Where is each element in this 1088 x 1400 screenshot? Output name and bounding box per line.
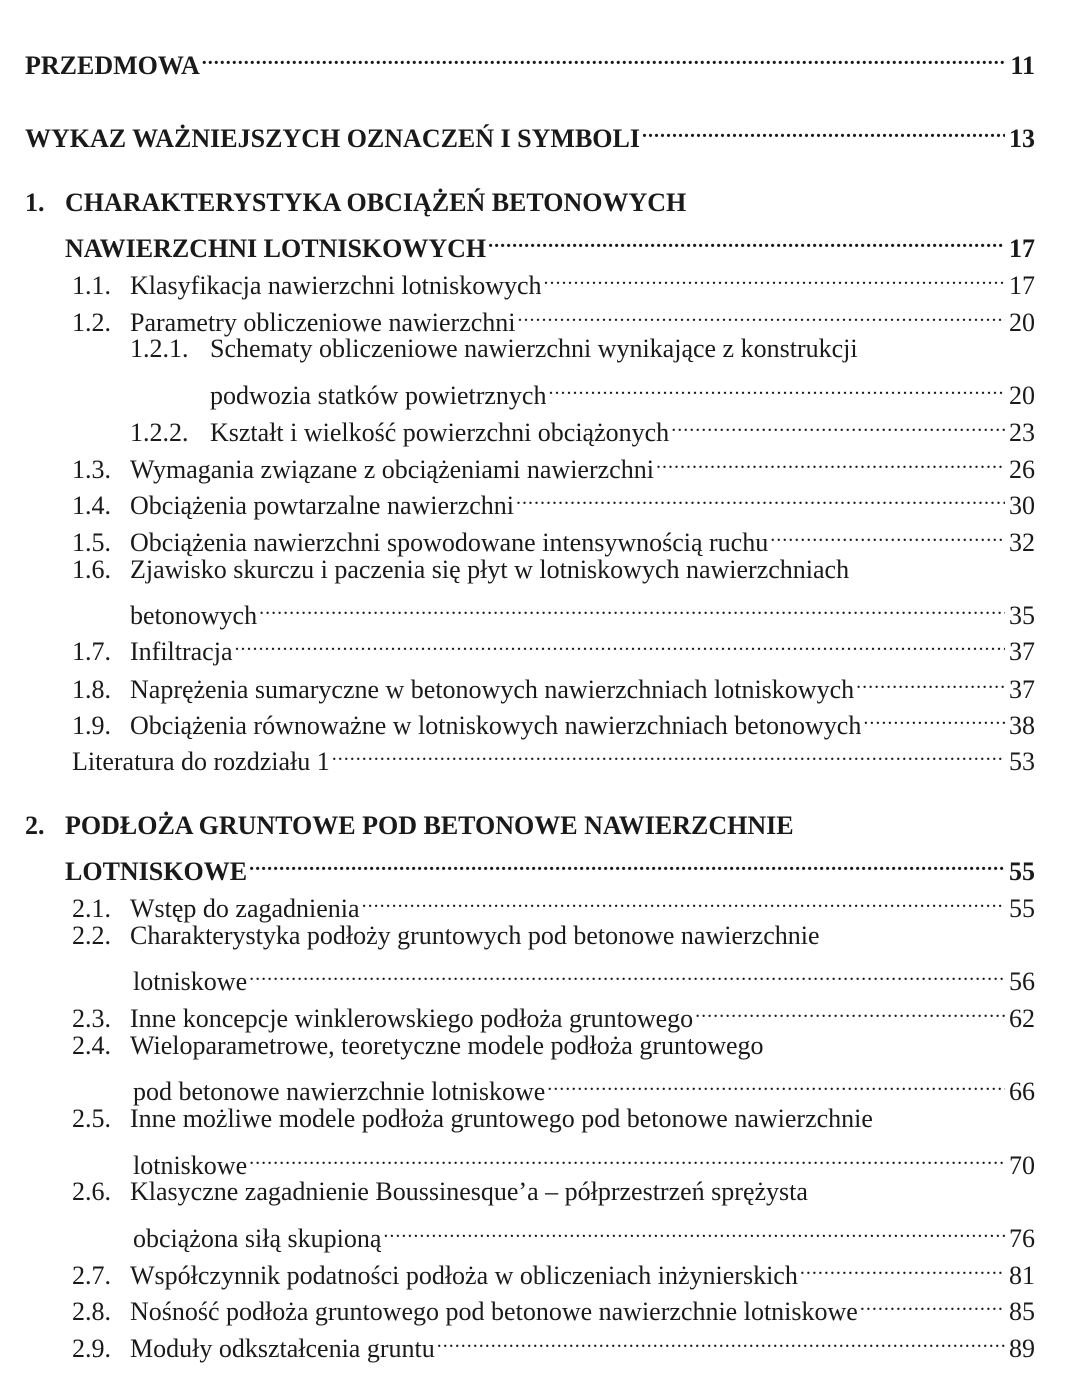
toc-page-number: 13 (1009, 124, 1035, 153)
section-number: 1.1. (72, 271, 111, 300)
dot-leader (642, 111, 1005, 147)
section-title: Wymagania związane z obciążeniami nawierzchni (130, 455, 654, 484)
section-title: Obciążenia powtarzalne nawierzchni (130, 491, 515, 520)
chapter-2-heading[interactable] (25, 808, 794, 844)
toc-section-2-2-line2[interactable] (133, 954, 1035, 996)
dot-leader (249, 954, 1005, 990)
toc-page-number: 20 (1009, 381, 1035, 410)
toc-page-number: 20 (1009, 308, 1035, 337)
chapter-title-line1: PODŁOŻA GRUNTOWE POD BETONOWE NAWIERZCHNIE (65, 811, 794, 840)
dot-leader (544, 258, 1005, 294)
chapter-2-heading-line2[interactable] (65, 844, 1035, 886)
toc-page-number: 70 (1009, 1151, 1035, 1180)
toc-section-1-8[interactable] (72, 662, 1035, 704)
toc-page-number: 17 (1009, 234, 1035, 263)
section-title-line2: pod betonowe nawierzchnie lotniskowe (133, 1077, 546, 1106)
section-number: 1.7. (72, 637, 111, 666)
dot-leader (863, 698, 1005, 734)
section-title: Infiltracja (130, 637, 233, 666)
toc-page-number: 53 (1009, 747, 1035, 776)
toc-page-number: 89 (1009, 1334, 1035, 1363)
dot-leader (860, 1284, 1005, 1320)
section-title: Naprężenia sumaryczne w betonowych nawierzchniach lotniskowych (130, 675, 855, 704)
toc-page-number: 38 (1009, 711, 1035, 740)
toc-section-2-4-line2[interactable] (133, 1064, 1035, 1106)
section-title-line2: lotniskowe (133, 967, 248, 996)
chapter-number: 1. (25, 188, 45, 217)
toc-page-number: 23 (1009, 418, 1035, 447)
toc-section-1-6-line2[interactable] (130, 588, 1035, 630)
section-title-line1: Klasyczne zagadnienie Boussinesque’a – półprzestrzeń sprężysta (130, 1177, 808, 1206)
toc-entry-title: WYKAZ WAŻNIEJSZYCH OZNACZEŃ I SYMBOLI (25, 124, 640, 153)
dot-leader (383, 1211, 1005, 1247)
toc-section-2-4[interactable] (72, 1028, 764, 1064)
chapter-1-heading-line2[interactable] (65, 221, 1035, 263)
dot-leader (362, 881, 1005, 917)
section-number: 1.4. (72, 491, 111, 520)
dot-leader (548, 368, 1005, 404)
section-title: Parametry obliczeniowe nawierzchni (130, 308, 516, 337)
section-title: Wstęp do zagadnienia (130, 894, 360, 923)
section-title: Obciążenia równoważne w lotniskowych nawierzchniach betonowych (130, 711, 862, 740)
dot-leader (518, 295, 1006, 331)
section-number: 2.3. (72, 1004, 111, 1033)
toc-page-number: 56 (1009, 967, 1035, 996)
section-title: Obciążenia nawierzchni spowodowane intensywnością ruchu (130, 528, 769, 557)
chapter-title-line1: CHARAKTERYSTYKA OBCIĄŻEŃ BETONOWYCH (65, 188, 687, 217)
dot-leader (249, 844, 1005, 880)
section-number: 1.2. (72, 308, 111, 337)
toc-entry-title: PRZEDMOWA (25, 51, 200, 80)
toc-section-2-5-line2[interactable] (133, 1138, 1035, 1180)
toc-page-number: 30 (1009, 491, 1035, 520)
chapter-title-line2: NAWIERZCHNI LOTNISKOWYCH (65, 234, 487, 263)
section-number: 2.9. (72, 1334, 111, 1363)
toc-entry-wykaz-oznaczen[interactable] (25, 111, 1035, 153)
toc-section-2-9[interactable] (72, 1321, 1035, 1363)
toc-page-number: 17 (1009, 271, 1035, 300)
section-title-line1: Zjawisko skurczu i paczenia się płyt w lotniskowych nawierzchniach (130, 555, 850, 584)
dot-leader (516, 478, 1005, 514)
toc-page-number: 85 (1009, 1297, 1035, 1326)
section-number: 2.7. (72, 1261, 111, 1290)
toc-section-2-6-line2[interactable] (133, 1211, 1035, 1253)
toc-page-number: 37 (1009, 637, 1035, 666)
toc-section-2-3[interactable] (72, 991, 1035, 1033)
section-number: 1.9. (72, 711, 111, 740)
toc-section-2-1[interactable] (72, 881, 1035, 923)
section-title-line2: obciążona siłą skupioną (133, 1224, 382, 1253)
toc-subsection-1-2-1-line2[interactable] (210, 368, 1035, 410)
dot-leader (671, 405, 1005, 441)
section-title-line1: Charakterystyka podłoży gruntowych pod betonowe nawierzchnie (130, 921, 820, 950)
toc-page-number: 55 (1009, 894, 1035, 923)
toc-section-1-6[interactable] (72, 552, 849, 588)
section-number: 1.5. (72, 528, 111, 557)
literature-title: Literatura do rozdziału 1 (72, 747, 330, 776)
dot-leader (202, 38, 1007, 74)
section-number: 2.8. (72, 1297, 111, 1326)
dot-leader (770, 515, 1005, 551)
dot-leader (800, 1248, 1005, 1284)
dot-leader (437, 1321, 1005, 1357)
toc-section-2-2[interactable] (72, 918, 820, 954)
toc-page-number: 55 (1009, 857, 1035, 886)
section-number: 1.2.1. (130, 334, 189, 363)
chapter-number: 2. (25, 811, 45, 840)
section-title: Klasyfikacja nawierzchni lotniskowych (130, 271, 542, 300)
toc-page-number: 37 (1009, 675, 1035, 704)
toc-section-1-5[interactable] (72, 515, 1035, 557)
toc-section-1-9[interactable] (72, 698, 1035, 740)
dot-leader (856, 662, 1005, 698)
section-title: Moduły odkształcenia gruntu (130, 1334, 435, 1363)
toc-subsection-1-2-2[interactable] (130, 405, 1035, 447)
toc-section-1-1[interactable] (72, 258, 1035, 300)
dot-leader (695, 991, 1005, 1027)
section-number: 1.8. (72, 675, 111, 704)
toc-page-number: 66 (1009, 1077, 1035, 1106)
section-number: 1.2.2. (130, 418, 189, 447)
toc-literature-chapter-1[interactable] (72, 734, 1035, 776)
section-title: Inne koncepcje winklerowskiego podłoża gruntowego (130, 1004, 694, 1033)
chapter-1-heading[interactable] (25, 185, 686, 221)
toc-page-number: 35 (1009, 601, 1035, 630)
dot-leader (488, 221, 1005, 257)
section-number: 2.2. (72, 921, 111, 950)
toc-section-1-2[interactable] (72, 295, 1035, 337)
section-title: Kształt i wielkość powierzchni obciążonych (210, 418, 670, 447)
toc-section-1-3[interactable] (72, 442, 1035, 484)
dot-leader (259, 588, 1005, 624)
toc-section-2-7[interactable] (72, 1248, 1035, 1290)
section-title-line2: lotniskowe (133, 1151, 248, 1180)
section-number: 1.6. (72, 555, 111, 584)
section-title: Nośność podłoża gruntowego pod betonowe nawierzchnie lotniskowe (130, 1297, 858, 1326)
toc-page-number: 11 (1010, 51, 1035, 80)
section-title: Współczynnik podatności podłoża w obliczeniach inżynierskich (130, 1261, 798, 1290)
toc-entry-przedmowa[interactable] (25, 38, 1035, 80)
section-title-line1: Wieloparametrowe, teoretyczne modele podłoża gruntowego (130, 1031, 764, 1060)
section-title-line2: betonowych (130, 601, 258, 630)
toc-page-number: 81 (1009, 1261, 1035, 1290)
toc-page-number: 76 (1009, 1224, 1035, 1253)
toc-section-1-7[interactable] (72, 624, 1035, 666)
section-number: 2.5. (72, 1104, 111, 1133)
toc-section-1-4[interactable] (72, 478, 1035, 520)
chapter-title-line2: LOTNISKOWE (65, 857, 248, 886)
toc-page-number: 26 (1009, 455, 1035, 484)
section-title-line1: Inne możliwe modele podłoża gruntowego pod betonowe nawierzchnie (130, 1104, 873, 1133)
section-number: 2.4. (72, 1031, 111, 1060)
section-title-line1: Schematy obliczeniowe nawierzchni wynikające z konstrukcji (210, 334, 858, 363)
toc-page-number: 32 (1009, 528, 1035, 557)
dot-leader (249, 1138, 1005, 1174)
dot-leader (332, 734, 1005, 770)
dot-leader (547, 1064, 1005, 1100)
section-number: 2.1. (72, 894, 111, 923)
dot-leader (656, 442, 1005, 478)
toc-subsection-1-2-1[interactable] (130, 331, 858, 367)
section-number: 1.3. (72, 455, 111, 484)
toc-section-2-6[interactable] (72, 1174, 808, 1210)
toc-page-number: 62 (1009, 1004, 1035, 1033)
dot-leader (235, 624, 1006, 660)
toc-section-2-5[interactable] (72, 1101, 873, 1137)
toc-section-2-8[interactable] (72, 1284, 1035, 1326)
section-title-line2: podwozia statków powietrznych (210, 381, 547, 410)
section-number: 2.6. (72, 1177, 111, 1206)
